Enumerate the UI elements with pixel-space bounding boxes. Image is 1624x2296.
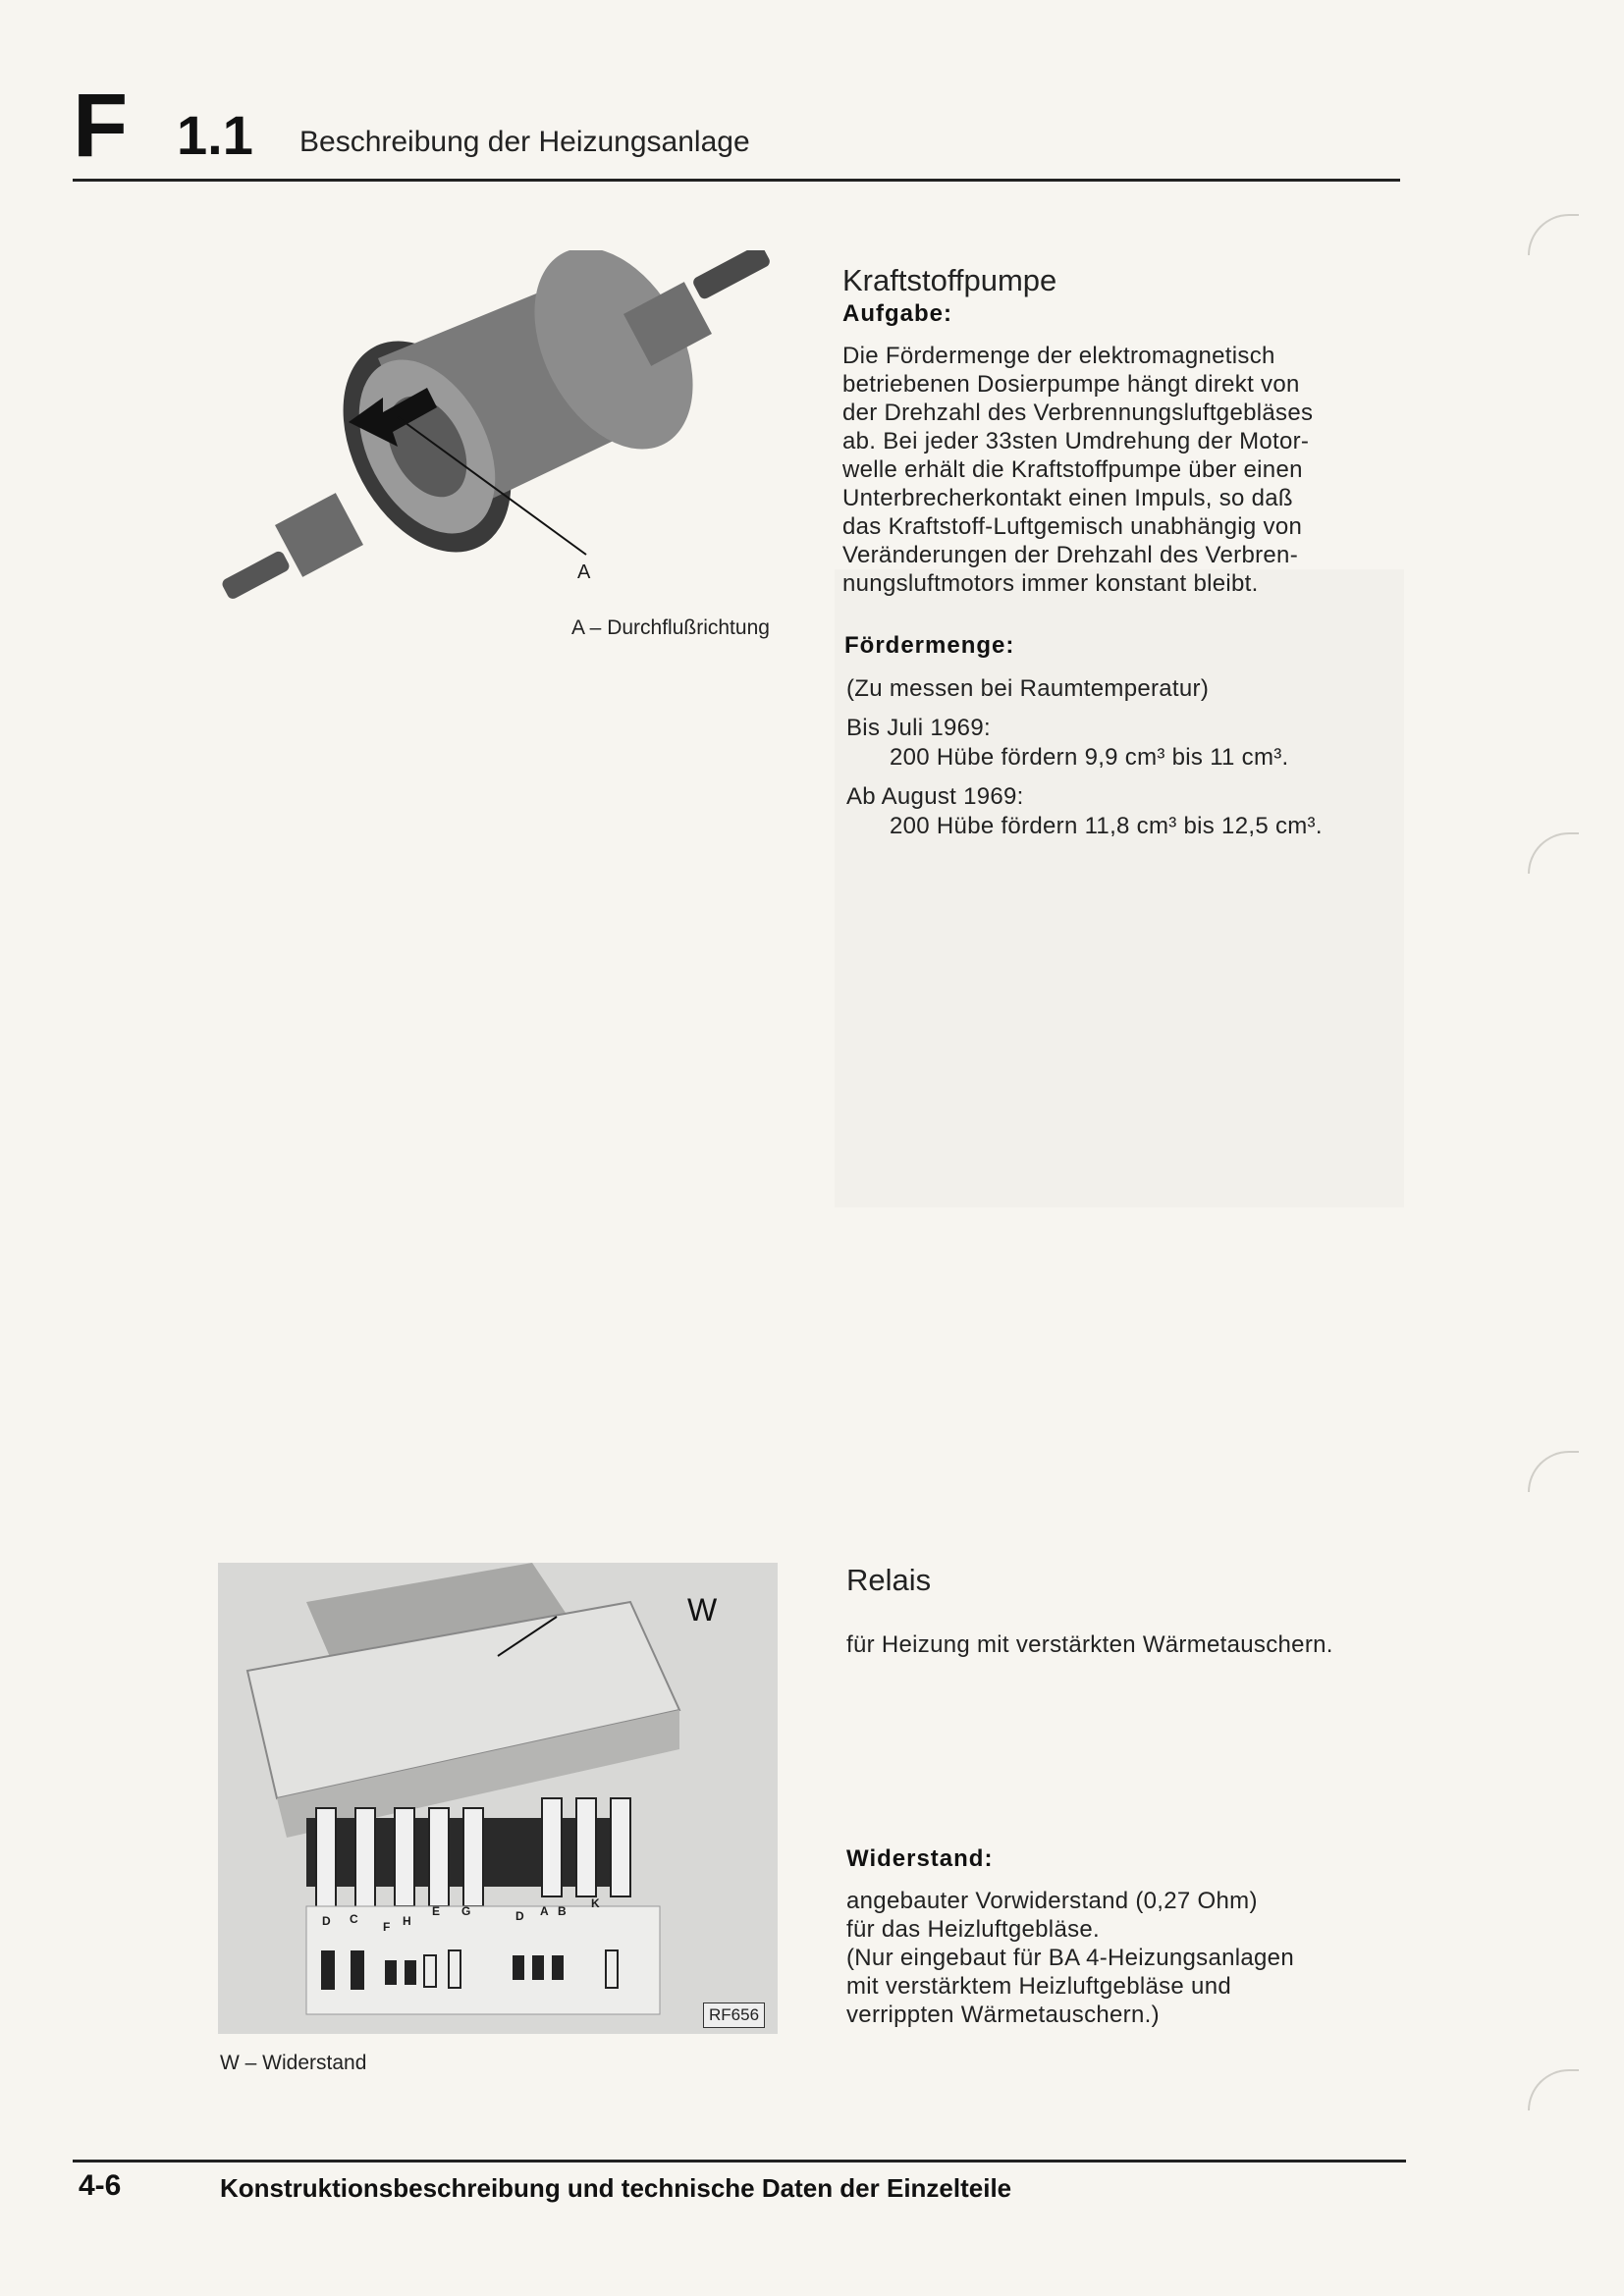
period-1-value: 200 Hübe fördern 9,9 cm³ bis 11 cm³. bbox=[890, 744, 1289, 771]
figure-reference-tag: RF656 bbox=[703, 2002, 765, 2028]
resistor-line: verrippten Wärmetauschern.) bbox=[846, 2002, 1160, 2028]
task-line: Unterbrecherkontakt einen Impuls, so daß bbox=[842, 485, 1293, 511]
header-rule bbox=[73, 179, 1400, 182]
task-line: ab. Bei jeder 33sten Umdrehung der Motor- bbox=[842, 428, 1310, 454]
relay-description: für Heizung mit verstärkten Wärmetauschern. bbox=[846, 1631, 1333, 1658]
chapter-letter: F bbox=[73, 76, 129, 176]
bleed-through-area bbox=[835, 569, 1404, 1207]
delivery-note: (Zu messen bei Raumtemperatur) bbox=[846, 675, 1210, 702]
task-heading: Aufgabe: bbox=[842, 300, 952, 327]
task-line: betriebenen Dosierpumpe hängt direkt von bbox=[842, 371, 1300, 398]
page-number: 4-6 bbox=[79, 2169, 122, 2202]
terminal-label: C bbox=[350, 1912, 358, 1926]
terminal-label: F bbox=[383, 1920, 391, 1934]
fuel-pump-photo bbox=[201, 250, 810, 609]
task-line: Die Fördermenge der elektromagnetisch bbox=[842, 343, 1275, 369]
punch-hole-mark bbox=[1528, 1451, 1579, 1492]
task-line: nungsluftmotors immer konstant bleibt. bbox=[842, 570, 1259, 597]
terminal-label: H bbox=[403, 1914, 411, 1928]
task-line: das Kraftstoff-Luftgemisch unabhängig von bbox=[842, 513, 1303, 540]
relay-figure-caption: W – Widerstand bbox=[220, 2052, 367, 2074]
terminal-label: D bbox=[322, 1914, 331, 1928]
page-title: Beschreibung der Heizungsanlage bbox=[299, 126, 750, 158]
task-line: welle erhält die Kraftstoffpumpe über einen bbox=[842, 456, 1303, 483]
flow-direction-marker: A bbox=[577, 561, 591, 583]
pump-figure-caption: A – Durchflußrichtung bbox=[571, 616, 770, 639]
punch-hole-mark bbox=[1528, 214, 1579, 255]
period-2-value: 200 Hübe fördern 11,8 cm³ bis 12,5 cm³. bbox=[890, 813, 1323, 839]
task-paragraph bbox=[842, 342, 1392, 598]
resistor-line: (Nur eingebaut für BA 4-Heizungsanlagen bbox=[846, 1945, 1294, 1971]
period-1-label: Bis Juli 1969: bbox=[846, 715, 991, 741]
task-line: Veränderungen der Drehzahl des Verbren- bbox=[842, 542, 1298, 568]
terminal-label: D bbox=[515, 1909, 524, 1923]
punch-hole-mark bbox=[1528, 2069, 1579, 2110]
delivery-heading: Fördermenge: bbox=[844, 632, 1015, 659]
relay-photo bbox=[218, 1563, 778, 2034]
terminal-label: A bbox=[540, 1904, 549, 1918]
terminal-label: E bbox=[432, 1904, 441, 1918]
terminal-label: K bbox=[591, 1896, 600, 1910]
resistor-line: angebauter Vorwiderstand (0,27 Ohm) bbox=[846, 1888, 1258, 1914]
resistor-heading: Widerstand: bbox=[846, 1845, 994, 1872]
relay-section-title: Relais bbox=[846, 1563, 932, 1597]
terminal-label: B bbox=[558, 1904, 567, 1918]
punch-hole-mark bbox=[1528, 832, 1579, 874]
section-number: 1.1 bbox=[177, 104, 253, 166]
resistor-marker: W bbox=[687, 1592, 718, 1628]
footer-text: Konstruktionsbeschreibung und technische Daten der Einzelteile bbox=[220, 2173, 1012, 2203]
resistor-line: mit verstärktem Heizluftgebläse und bbox=[846, 1973, 1231, 2000]
period-2-label: Ab August 1969: bbox=[846, 783, 1024, 810]
task-line: der Drehzahl des Verbrennungsluftgebläses bbox=[842, 400, 1314, 426]
pump-section-title: Kraftstoffpumpe bbox=[842, 263, 1057, 297]
terminal-label: G bbox=[461, 1904, 471, 1918]
footer-rule bbox=[73, 2160, 1406, 2163]
resistor-paragraph bbox=[846, 1887, 1396, 2029]
resistor-line: für das Heizluftgebläse. bbox=[846, 1916, 1101, 1943]
